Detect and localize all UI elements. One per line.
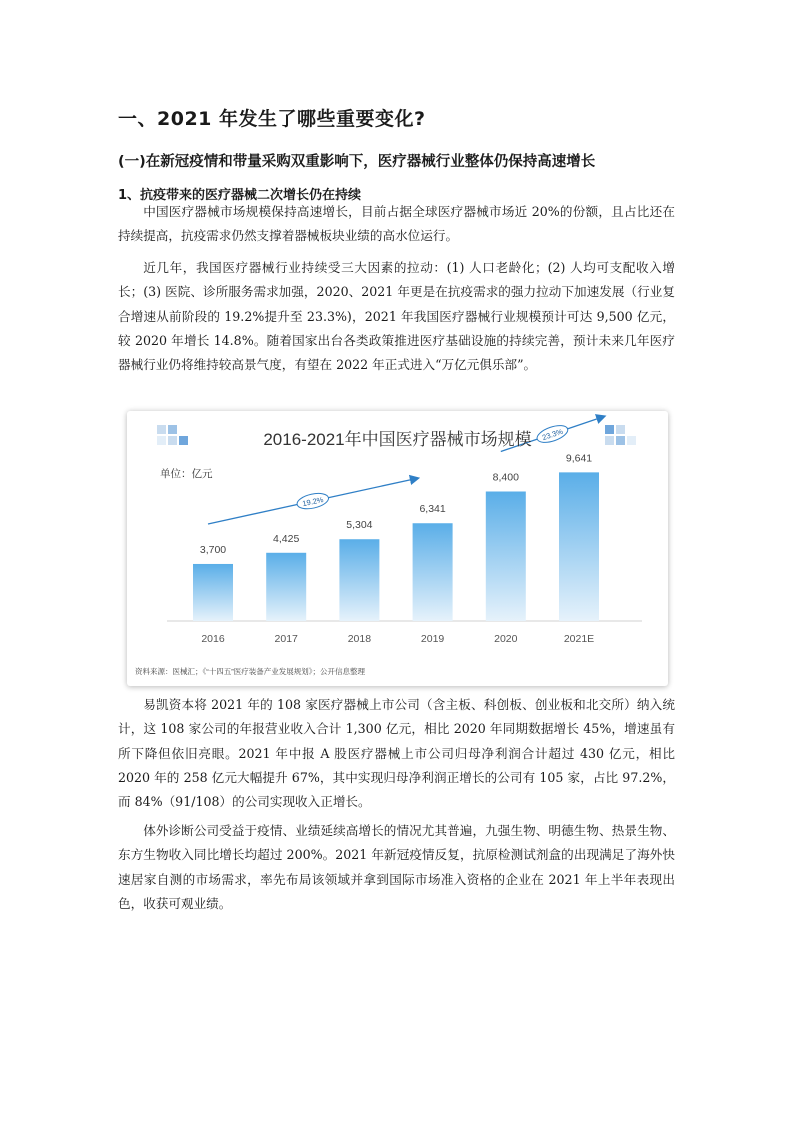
- paragraph-listed-companies: 易凯资本将 2021 年的 108 家医疗器械上市公司（含主板、科创板、创业板和北交所）纳入统计，这 108 家公司的年报营业收入合计 1,300 亿元，相比 2020 年同期数据增长 45%，增速虽有所下降但依旧亮眼。2021 年中报 A 股医疗器械上市公司归母净利润合计超过 430 亿元，相比 2020 年的 258 亿元大幅提升 67%，其中实现归母净利润正增长的公司有 105 家，占比 97.2%，而 84%（91/108）的公司实现收入正增长。: [118, 697, 675, 810]
- bar-value-label: 9,641: [565, 452, 593, 465]
- bar-2016: [193, 564, 233, 621]
- subsection-heading: (一)在新冠疫情和带量采购双重影响下，医疗器械行业整体仍保持高速增长: [118, 154, 596, 170]
- bar-value-label: 8,400: [492, 471, 519, 484]
- cagr-label: 23.3%: [541, 426, 565, 443]
- x-tick-label: 2018: [347, 633, 372, 645]
- x-tick-label: 2019: [420, 633, 445, 645]
- bar-value-label: 3,700: [199, 543, 227, 556]
- paragraph-market-share: 中国医疗器械市场规模保持高速增长，目前占据全球医疗器械市场近 20%的份额，且占比还在持续提高，抗疫需求仍然支撑着器械板块业绩的高水位运行。: [118, 204, 675, 244]
- market-size-chart: [127, 411, 668, 686]
- bar-2017: [266, 553, 306, 621]
- section-heading: 一、2021 年发生了哪些重要变化?: [118, 108, 426, 130]
- chart-title: 2016-2021年中国医疗器械市场规模: [263, 430, 532, 449]
- bar-value-label: 6,341: [419, 503, 446, 516]
- bar-value-label: 4,425: [273, 532, 300, 545]
- chart-unit-label: 单位：亿元: [160, 468, 213, 480]
- chart-canvas: [127, 411, 668, 686]
- bar-2020: [486, 492, 526, 622]
- x-tick-label: 2016: [201, 633, 225, 645]
- paragraph-ivd-companies: 体外诊断公司受益于疫情、业绩延续高增长的情况尤其普遍，九强生物、明德生物、热景生物、东方生物收入同比增长均超过 200%。2021 年新冠疫情反复，抗原检测试剂盒的出现满足了海外快速居家自测的市场需求，率先布局该领域并拿到国际市场准入资格的企业在 2021 年上半年表现出色，收获可观业绩。: [118, 823, 675, 911]
- bar-2019: [413, 523, 453, 621]
- x-tick-label: 2020: [494, 633, 518, 645]
- bar-2018: [339, 539, 379, 621]
- bar-2021E: [559, 472, 599, 621]
- sub-subsection-heading: 1、抗疫带来的医疗器械二次增长仍在持续: [118, 188, 362, 203]
- cagr-badge: [296, 491, 330, 511]
- bar-value-label: 5,304: [346, 519, 373, 532]
- paragraph-growth-drivers: 近几年，我国医疗器械行业持续受三大因素的拉动：(1) 人口老龄化；(2) 人均可支配收入增长；(3) 医院、诊所服务需求加强，2020、2021 年更是在抗疫需求的强力拉动下加速发展（行业复合增速从前阶段的 19.2%提升至 23.3%)，2021 年我国医疗器械行业规模预计可达 9,500 亿元，较 2020 年增长 14.8%。随着国家出台各类政策推进医疗基础设施的持续完善，预计未来几年医疗器械行业仍将维持较高景气度，有望在 2022 年正式进入“万亿元俱乐部”。: [118, 260, 675, 373]
- x-tick-label: 2017: [274, 633, 298, 645]
- chart-source-note: 资料来源：医械汇；《“十四五”医疗装备产业发展规划》；公开信息整理: [135, 667, 365, 676]
- x-tick-label: 2021E: [563, 633, 595, 645]
- cagr-label: 19.2%: [301, 494, 325, 509]
